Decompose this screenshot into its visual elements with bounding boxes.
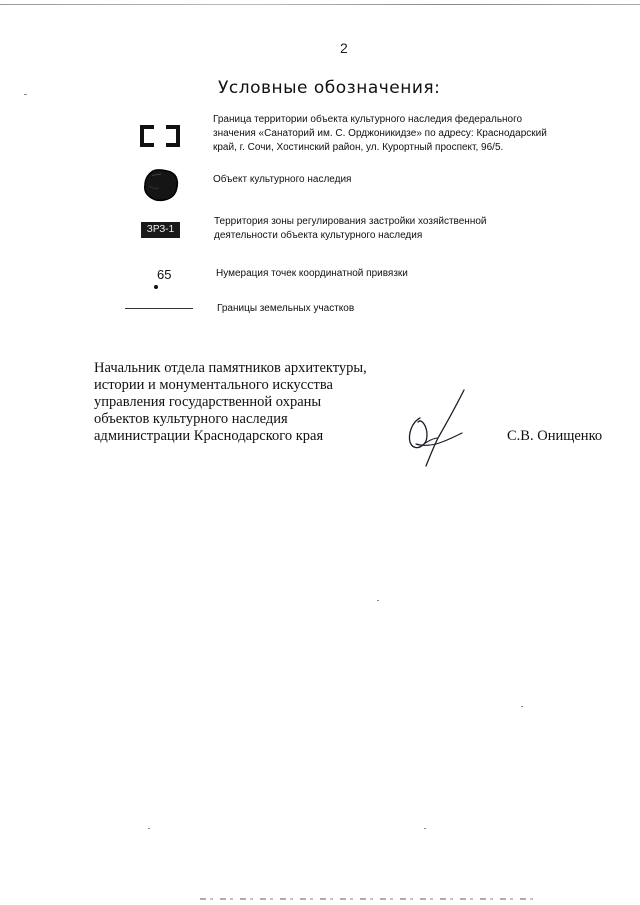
handwritten-signature (398, 386, 478, 471)
legend-item-regulation-zone (214, 215, 487, 243)
heritage-object-blob-icon (143, 168, 179, 202)
parcel-boundary-line-icon (125, 308, 193, 309)
legend-item-coordinate-points (216, 267, 408, 281)
scan-top-edge-line (0, 4, 640, 5)
signatory-position-line-3: управления государственной охраны (94, 394, 322, 410)
scan-speck (148, 828, 150, 829)
signatory-name: С.В. Онищенко (507, 428, 603, 444)
legend-item-coordinate-points-line-1: Нумерация точек координатной привязки (216, 268, 408, 279)
legend-item-parcel-boundaries-line-1: Границы земельных участков (217, 303, 355, 314)
scan-speck (521, 706, 523, 707)
legend-item-boundary-line-3: край, г. Сочи, Хостинский район, ул. Курортный проспект, 96/5. (213, 142, 504, 153)
legend-item-parcel-boundaries (217, 302, 354, 316)
scan-speck (424, 828, 426, 829)
scan-speck (377, 600, 379, 601)
boundary-bracket-icon (139, 124, 181, 148)
zone-badge: ЗРЗ-1 (141, 222, 180, 238)
scan-speck (24, 94, 27, 95)
legend-item-regulation-zone-line-1: Территория зоны регулирования застройки хозяйственной (214, 216, 487, 227)
legend-item-boundary-line-2: значения «Санаторий им. С. Орджоникидзе» по адресу: Краснодарский (213, 128, 547, 139)
coordinate-point-label: 65 (157, 267, 172, 282)
signatory-position-line-4: объектов культурного наследия (94, 411, 288, 427)
legend-item-boundary-line-1: Граница территории объекта культурного наследия федерального (213, 114, 523, 125)
page-number: 2 (340, 40, 348, 56)
signatory-position-line-1: Начальник отдела памятников архитектуры, (94, 360, 367, 376)
signatory-position-line-5: администрации Краснодарского края (94, 428, 324, 444)
legend-item-heritage-object-line-1: Объект культурного наследия (213, 174, 352, 185)
legend-item-heritage-object (213, 173, 351, 187)
coordinate-point-icon (154, 285, 158, 289)
signatory-position (94, 360, 367, 445)
legend-item-regulation-zone-line-2: деятельности объекта культурного наследия (214, 230, 423, 241)
scan-bottom-noise (200, 898, 540, 900)
signatory-position-line-2: истории и монументального искусства (94, 377, 333, 393)
legend-item-boundary (213, 113, 547, 155)
legend-title: Условные обозначения: (218, 78, 441, 98)
